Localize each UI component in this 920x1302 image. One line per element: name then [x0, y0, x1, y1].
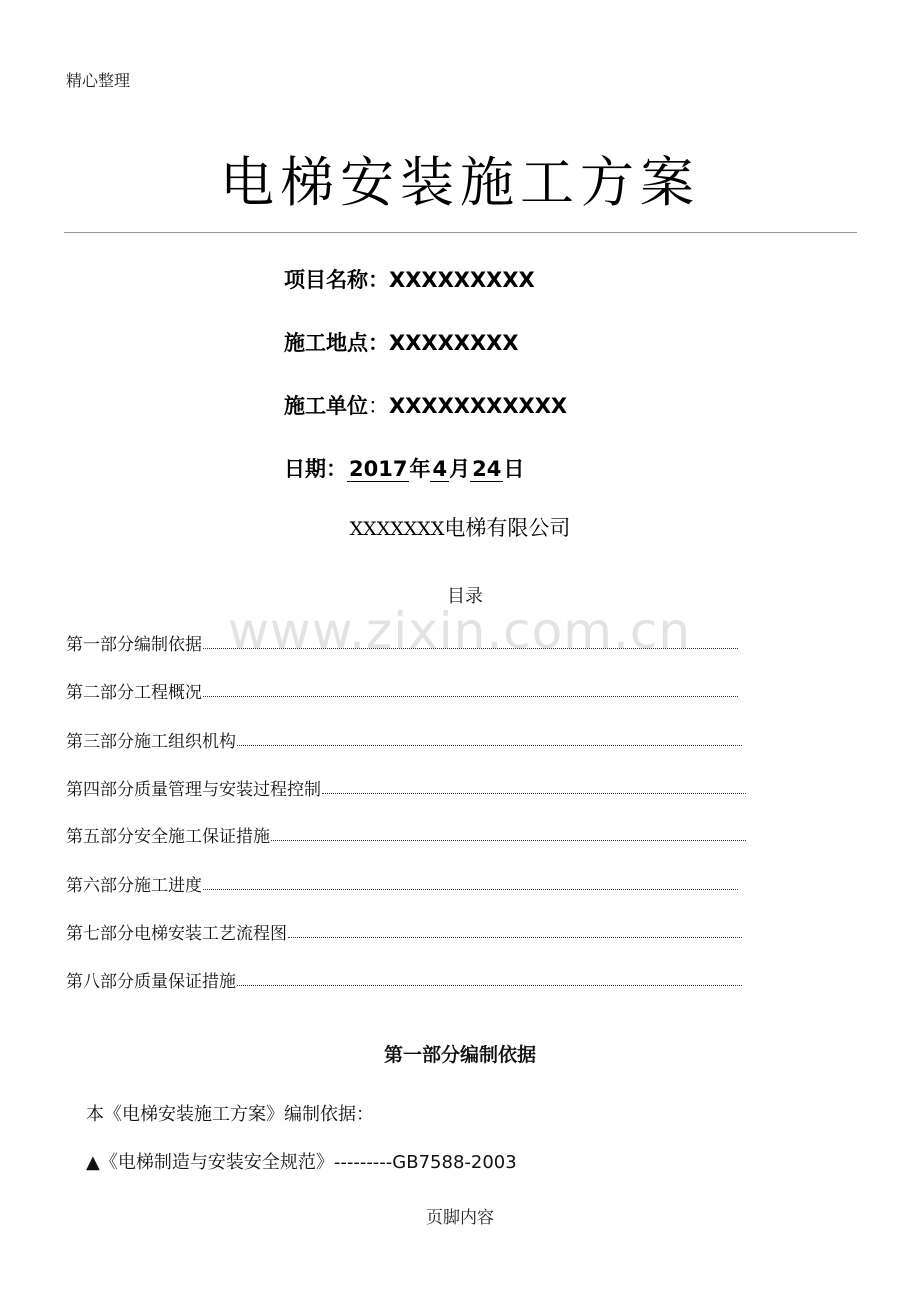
toc-heading: 目录	[447, 586, 483, 607]
toc-item[interactable]	[66, 919, 742, 944]
toc-item[interactable]	[66, 727, 742, 752]
toc-item-label: 第三部分施工组织机构	[66, 732, 236, 752]
toc-item-label: 第八部分质量保证措施	[66, 972, 236, 992]
toc-item[interactable]	[66, 967, 742, 992]
date-line	[284, 453, 524, 483]
toc-leader-dots	[203, 648, 738, 649]
toc-item[interactable]	[66, 630, 738, 655]
company-name-text: 电梯有限公司	[444, 516, 571, 540]
toc-leader-dots	[203, 696, 738, 697]
section-intro: 本《电梯安装施工方案》编制依据：	[86, 1104, 374, 1125]
toc-leader-dots	[322, 793, 746, 794]
section-heading: 第一部分编制依据	[383, 1044, 536, 1066]
project-name-line	[284, 264, 535, 294]
toc-leader-dots	[237, 745, 742, 746]
construction-site-value: XXXXXXXX	[389, 331, 519, 355]
watermark: www.zixin.com.cn	[228, 602, 692, 660]
toc-item[interactable]	[66, 775, 746, 800]
toc-leader-dots	[288, 937, 742, 938]
document-title: 电梯安装施工方案	[220, 151, 700, 214]
construction-unit-value: XXXXXXXXXXX	[389, 394, 568, 418]
title-divider	[64, 232, 857, 233]
toc-item-label: 第四部分质量管理与安装过程控制	[66, 780, 321, 800]
project-name-value: XXXXXXXXX	[389, 268, 535, 292]
date-month-suffix: 月	[449, 457, 471, 481]
toc-item[interactable]	[66, 678, 738, 703]
construction-site-label: 施工地点：	[284, 331, 389, 355]
toc-item-label: 第六部分施工进度	[66, 876, 202, 896]
toc-leader-dots	[271, 840, 746, 841]
date-year-suffix: 年	[409, 457, 431, 481]
date-label: 日期：	[284, 457, 347, 481]
footer-note: 页脚内容	[426, 1208, 494, 1228]
construction-unit-label: 施工单位	[284, 394, 368, 418]
toc-leader-dots	[237, 985, 742, 986]
toc-item[interactable]	[66, 871, 738, 896]
toc-item-label: 第二部分工程概况	[66, 683, 202, 703]
basis-item: ▲《电梯制造与安装安全规范》---------GB7588-2003	[86, 1152, 517, 1173]
header-note: 精心整理	[66, 71, 131, 90]
construction-site-line	[284, 327, 519, 357]
construction-unit-line	[284, 390, 567, 420]
toc-item-label: 第五部分安全施工保证措施	[66, 827, 270, 847]
date-year: 2017	[349, 457, 408, 481]
date-day: 24	[472, 457, 502, 481]
construction-unit-colon: ：	[368, 394, 389, 418]
company-name-latin: XXXXXXX	[349, 518, 445, 540]
date-day-suffix: 日	[503, 457, 525, 481]
toc-item[interactable]	[66, 822, 746, 847]
toc-leader-dots	[203, 889, 738, 890]
company-name	[0, 512, 920, 542]
toc-item-label: 第七部分电梯安装工艺流程图	[66, 924, 287, 944]
toc-item-label: 第一部分编制依据	[66, 635, 202, 655]
project-name-label: 项目名称：	[284, 268, 389, 292]
date-month: 4	[432, 457, 448, 481]
